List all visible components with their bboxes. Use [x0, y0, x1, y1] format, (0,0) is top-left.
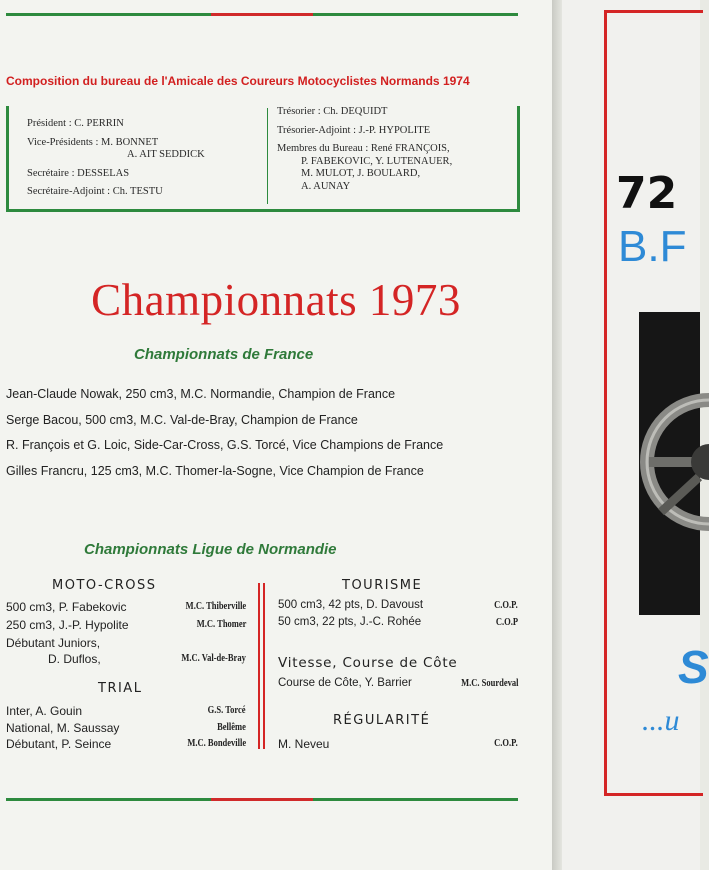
column-divider — [258, 583, 260, 749]
list-item: Serge Bacou, 500 cm3, M.C. Val-de-Bray, Champion de France — [6, 412, 358, 427]
result-row: M. Neveu — [278, 737, 330, 751]
result-row: 500 cm3, P. Fabekovic — [6, 600, 127, 614]
top-tricolor-rule — [6, 13, 518, 16]
result-row: Débutant, P. Seince — [6, 737, 112, 751]
championnats-ligue-title: Championnats Ligue de Normandie — [84, 541, 337, 558]
result-row: 500 cm3, 42 pts, D. Davoust — [278, 599, 424, 611]
bureau-president: Président : C. PERRIN — [27, 118, 124, 129]
steering-wheel-photo — [639, 312, 700, 615]
result-row: Débutant Juniors, — [6, 636, 101, 650]
result-club: M.C. Bondeville — [187, 738, 246, 749]
advert-tagline: ...u — [642, 704, 680, 737]
list-item: Gilles Francru, 125 cm3, M.C. Thomer-la-Sogne, Vice Champion de France — [6, 463, 424, 478]
bureau-secretaire-adjoint: Secrétaire-Adjoint : Ch. TESTU — [27, 186, 163, 197]
result-club: M.C. Val-de-Bray — [181, 653, 246, 664]
advert-line: B.F — [618, 222, 687, 271]
advert-photo — [639, 312, 700, 615]
bureau-vice-presidents: Vice-Présidents : M. BONNET — [27, 136, 159, 148]
bureau-tresorier-adjoint: Trésorier-Adjoint : J.-P. HYPOLITE — [277, 124, 431, 136]
bottom-tricolor-rule — [6, 798, 518, 801]
result-row: Course de Côte, Y. Barrier — [278, 677, 412, 689]
bureau-secretaire: Secrétaire : DESSELAS — [27, 167, 130, 179]
bureau-box — [6, 106, 520, 212]
result-row: National, M. Saussay — [6, 721, 120, 735]
trial-heading: TRIAL — [98, 681, 143, 696]
result-club: M.C. Thomer — [196, 619, 246, 630]
championnats-france-title: Championnats de France — [134, 346, 314, 363]
result-row: Inter, A. Gouin — [6, 704, 83, 718]
bureau-membres-4: A. AUNAY — [301, 180, 351, 192]
page-gutter — [552, 0, 562, 870]
column-divider — [263, 583, 265, 749]
result-row: D. Duflos, — [48, 652, 101, 666]
advert-number: 72 — [616, 168, 678, 219]
bureau-divider — [267, 108, 268, 204]
result-row: 50 cm3, 22 pts, J.-C. Rohée — [278, 616, 422, 628]
bureau-right-column — [277, 106, 512, 193]
bureau-membres-2: P. FABEKOVIC, Y. LUTENAUER, — [301, 155, 453, 167]
bureau-title: Composition du bureau de l'Amicale des Coureurs Motocyclistes Normands 1974 — [6, 74, 470, 88]
bureau-vice-president-2: A. AIT SEDDICK — [127, 149, 205, 160]
result-row: 250 cm3, J.-P. Hypolite — [6, 618, 129, 632]
motocross-heading: MOTO-CROSS — [52, 578, 157, 593]
result-club: C.O.P — [495, 617, 518, 628]
advert-big-letter: S — [678, 641, 709, 693]
championnats-france-list — [6, 382, 443, 484]
bureau-tresorier: Trésorier : Ch. DEQUIDT — [277, 106, 388, 117]
regularite-heading: RÉGULARITÉ — [333, 713, 431, 728]
bureau-membres-3: M. MULOT, J. BOULARD, — [301, 168, 421, 179]
result-club: G.S. Torcé — [208, 705, 246, 716]
bureau-membres: Membres du Bureau : René FRANÇOIS, — [277, 143, 450, 154]
result-club: Bellême — [217, 722, 246, 733]
championnats-title: Championnats 1973 — [91, 275, 461, 325]
list-item: Jean-Claude Nowak, 250 cm3, M.C. Normandie, Champion de France — [6, 387, 396, 401]
result-club: M.C. Sourdeval — [460, 678, 518, 689]
tourisme-heading: TOURISME — [342, 578, 423, 593]
list-item: R. François et G. Loic, Side-Car-Cross, G.S. Torcé, Vice Champions de France — [6, 438, 444, 452]
result-club: M.C. Thiberville — [185, 601, 246, 612]
result-club: C.O.P. — [494, 600, 518, 611]
bureau-left-column — [27, 118, 257, 199]
result-club: C.O.P. — [494, 738, 518, 749]
vitesse-heading: Vitesse, Course de Côte — [278, 655, 458, 671]
